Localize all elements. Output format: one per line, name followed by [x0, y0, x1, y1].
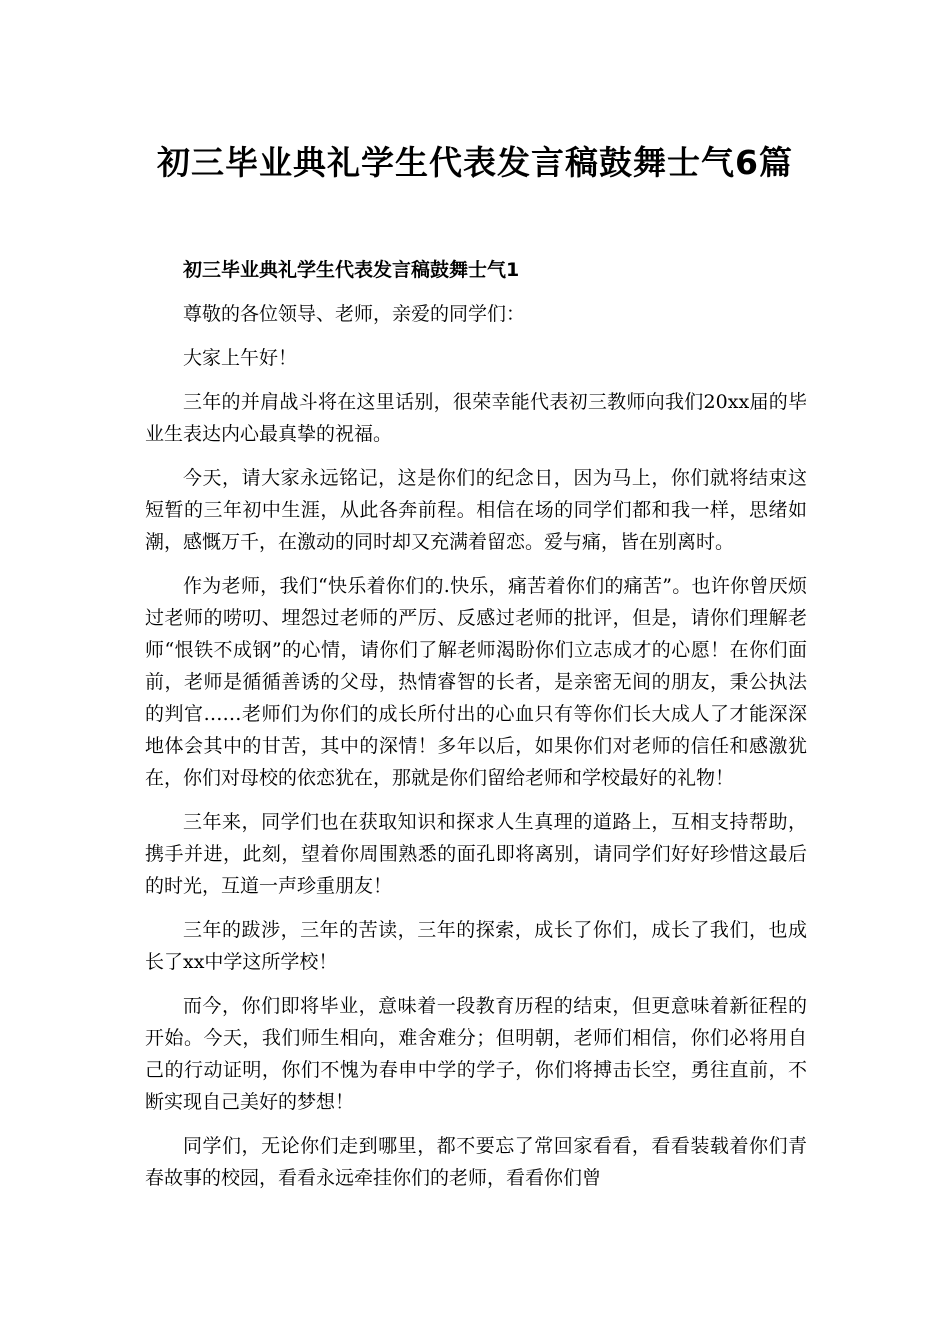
paragraph: 三年的跋涉，三年的苦读，三年的探索，成长了你们，成长了我们，也成长了xx中学这所学校！	[145, 919, 807, 973]
paragraph: 而今，你们即将毕业，意味着一段教育历程的结束，但更意味着新征程的开始。今天，我们师生相向，难舍难分；但明朝，老师们相信，你们必将用自己的行动证明，你们不愧为春申中学的学子，你们将搏击长空，勇往直前，不断实现自己美好的梦想！	[145, 995, 807, 1113]
paragraph: 三年来，同学们也在获取知识和探求人生真理的道路上，互相支持帮助，携手并进，此刻，望着你周围熟悉的面孔即将离别，请同学们好好珍惜这最后的时光，互道一声珍重朋友！	[145, 811, 807, 897]
paragraph: 今天，请大家永远铭记，这是你们的纪念日，因为马上，你们就将结束这短暂的三年初中生涯，从此各奔前程。相信在场的同学们都和我一样，思绪如潮，感慨万千，在激动的同时却又充满着留恋。爱与痛，皆在别离时。	[145, 467, 807, 553]
paragraph-hello: 大家上午好！	[183, 347, 298, 369]
paragraph: 三年的并肩战斗将在这里话别，很荣幸能代表初三教师向我们20xx届的毕业生表达内心最真挚的祝福。	[145, 391, 807, 445]
paragraph: 作为老师，我们“快乐着你们的.快乐，痛苦着你们的痛苦”。也许你曾厌烦过老师的唠叨、埋怨过老师的严厉、反感过老师的批评，但是，请你们理解老师“恨铁不成钢”的心情，请你们了解老师渴盼你们立志成才的心愿！在你们面前，老师是循循善诱的父母，热情睿智的长者，是亲密无间的朋友，秉公执法的判官……老师们为你们的成长所付出的心血只有等你们长大成人了才能深深地体会其中的甘苦，其中的深情！多年以后，如果你们对老师的信任和感激犹在，你们对母校的依恋犹在，那就是你们留给老师和学校最好的礼物！	[145, 575, 807, 789]
paragraph-greeting: 尊敬的各位领导、老师，亲爱的同学们：	[183, 303, 526, 325]
document-body	[145, 254, 807, 1206]
paragraph: 同学们，无论你们走到哪里，都不要忘了常回家看看，看看装载着你们青春故事的校园，看看永远牵挂你们的老师，看看你们曾	[145, 1135, 807, 1189]
section-title: 初三毕业典礼学生代表发言稿鼓舞士气1	[183, 259, 520, 281]
document-title: 初三毕业典礼学生代表发言稿鼓舞士气6篇	[157, 143, 793, 182]
